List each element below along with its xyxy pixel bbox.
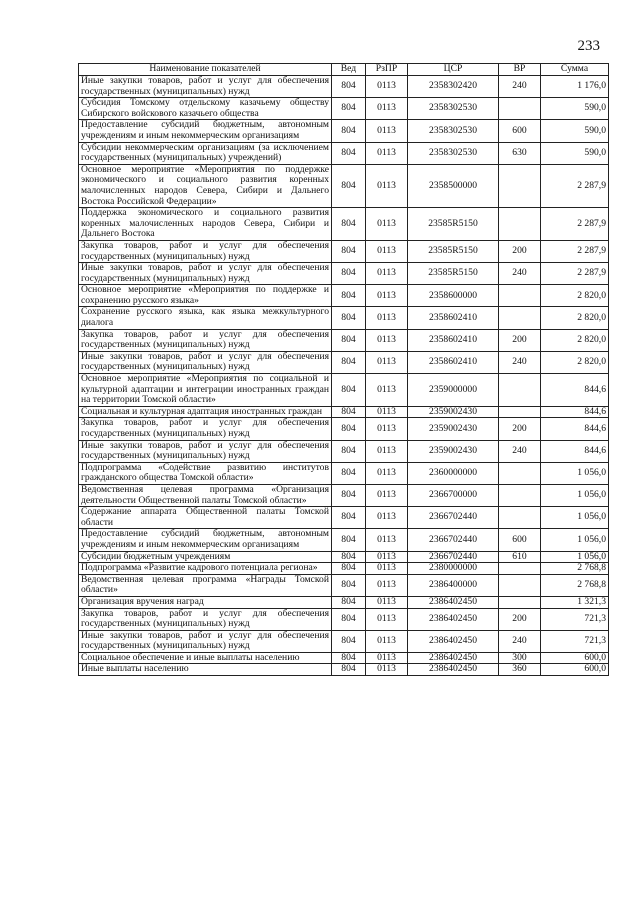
cell-ved: 804 (332, 652, 366, 664)
table-row (79, 563, 609, 575)
table-row (79, 652, 609, 664)
cell-ved: 804 (332, 406, 366, 418)
cell-csr: 2358302420 (408, 76, 499, 98)
cell-ved: 804 (332, 240, 366, 262)
cell-vr (499, 164, 541, 207)
cell-ved: 804 (332, 263, 366, 285)
cell-vr: 240 (499, 440, 541, 462)
cell-ved: 804 (332, 76, 366, 98)
cell-name: Предоставление субсидий бюджетным, автономным учреждениям и иным некоммерческим организациям (79, 529, 332, 551)
cell-sum: 1 056,0 (541, 551, 609, 563)
cell-vr: 200 (499, 608, 541, 630)
cell-vr (499, 98, 541, 120)
cell-vr (499, 507, 541, 529)
cell-name: Иные выплаты населению (79, 664, 332, 676)
cell-sum: 1 321,3 (541, 596, 609, 608)
cell-name: Субсидии бюджетным учреждениям (79, 551, 332, 563)
cell-rzpr: 0113 (366, 563, 408, 575)
cell-csr: 23585R5150 (408, 208, 499, 241)
cell-csr: 2386400000 (408, 574, 499, 596)
cell-ved: 804 (332, 120, 366, 142)
cell-csr: 2359002430 (408, 418, 499, 440)
table-row (79, 142, 609, 164)
page-number: 233 (577, 38, 600, 54)
cell-sum: 2 768,8 (541, 574, 609, 596)
cell-csr: 23585R5150 (408, 263, 499, 285)
cell-ved: 804 (332, 551, 366, 563)
cell-vr: 240 (499, 630, 541, 652)
cell-csr: 23585R5150 (408, 240, 499, 262)
cell-rzpr: 0113 (366, 164, 408, 207)
cell-name: Основное мероприятие «Мероприятия по поддержке и сохранению русского языка» (79, 285, 332, 307)
cell-sum: 2 287,9 (541, 164, 609, 207)
cell-sum: 590,0 (541, 142, 609, 164)
cell-ved: 804 (332, 285, 366, 307)
cell-csr: 2366702440 (408, 551, 499, 563)
cell-vr: 610 (499, 551, 541, 563)
header-vr: ВР (499, 64, 541, 76)
table-row (79, 240, 609, 262)
table-row (79, 440, 609, 462)
cell-sum: 2 287,9 (541, 263, 609, 285)
cell-csr: 2358602410 (408, 351, 499, 373)
cell-rzpr: 0113 (366, 240, 408, 262)
cell-sum: 590,0 (541, 98, 609, 120)
cell-ved: 804 (332, 664, 366, 676)
table-row (79, 462, 609, 484)
cell-ved: 804 (332, 418, 366, 440)
cell-csr: 2386402450 (408, 608, 499, 630)
cell-csr: 2386402450 (408, 664, 499, 676)
table-row (79, 98, 609, 120)
cell-sum: 2 287,9 (541, 240, 609, 262)
cell-name: Иные закупки товаров, работ и услуг для обеспечения государственных (муниципальных) нужд (79, 440, 332, 462)
cell-name: Закупка товаров, работ и услуг для обеспечения государственных (муниципальных) нужд (79, 608, 332, 630)
cell-ved: 804 (332, 164, 366, 207)
cell-sum: 590,0 (541, 120, 609, 142)
cell-rzpr: 0113 (366, 142, 408, 164)
header-sum: Сумма (541, 64, 609, 76)
cell-sum: 1 056,0 (541, 529, 609, 551)
cell-name: Поддержка экономического и социального развития коренных малочисленных народов Севера, Сибири и Дальнего Востока (79, 208, 332, 241)
cell-sum: 600,0 (541, 664, 609, 676)
cell-ved: 804 (332, 596, 366, 608)
cell-ved: 804 (332, 142, 366, 164)
cell-sum: 2 768,8 (541, 563, 609, 575)
cell-vr (499, 208, 541, 241)
table-row (79, 596, 609, 608)
cell-csr: 2359002430 (408, 440, 499, 462)
cell-csr: 2358602410 (408, 307, 499, 329)
cell-sum: 844,6 (541, 374, 609, 407)
cell-rzpr: 0113 (366, 630, 408, 652)
cell-sum: 2 820,0 (541, 307, 609, 329)
header-name: Наименование показателей (79, 64, 332, 76)
table-row (79, 285, 609, 307)
cell-csr: 2358302530 (408, 120, 499, 142)
cell-csr: 2386402450 (408, 596, 499, 608)
cell-rzpr: 0113 (366, 551, 408, 563)
table-row (79, 418, 609, 440)
cell-ved: 804 (332, 630, 366, 652)
cell-vr: 360 (499, 664, 541, 676)
cell-ved: 804 (332, 351, 366, 373)
table-row (79, 630, 609, 652)
cell-rzpr: 0113 (366, 664, 408, 676)
table-row (79, 551, 609, 563)
cell-name: Социальное обеспечение и иные выплаты населению (79, 652, 332, 664)
cell-name: Социальная и культурная адаптация иностранных граждан (79, 406, 332, 418)
table-row (79, 529, 609, 551)
cell-name: Субсидии некоммерческим организациям (за исключением государственных (муниципальных) учреждений) (79, 142, 332, 164)
cell-name: Основное мероприятие «Мероприятия по социальной и культурной адаптации и интеграции иностранных граждан на территории Томской области» (79, 374, 332, 407)
cell-rzpr: 0113 (366, 76, 408, 98)
cell-csr: 2366702440 (408, 529, 499, 551)
cell-csr: 2359000000 (408, 374, 499, 407)
cell-rzpr: 0113 (366, 529, 408, 551)
cell-ved: 804 (332, 507, 366, 529)
cell-csr: 2359002430 (408, 406, 499, 418)
cell-rzpr: 0113 (366, 351, 408, 373)
cell-csr: 2358302530 (408, 142, 499, 164)
cell-rzpr: 0113 (366, 263, 408, 285)
cell-vr (499, 563, 541, 575)
cell-name: Ведомственная целевая программа «Организация деятельности Общественной палаты Томской области» (79, 484, 332, 506)
cell-csr: 2358302530 (408, 98, 499, 120)
cell-csr: 2380000000 (408, 563, 499, 575)
header-ved: Вед (332, 64, 366, 76)
cell-vr: 240 (499, 351, 541, 373)
cell-name: Закупка товаров, работ и услуг для обеспечения государственных (муниципальных) нужд (79, 329, 332, 351)
table-row (79, 664, 609, 676)
table-row (79, 120, 609, 142)
cell-name: Субсидия Томскому отдельскому казачьему обществу Сибирского войскового казачьего общества (79, 98, 332, 120)
table-row (79, 608, 609, 630)
cell-rzpr: 0113 (366, 484, 408, 506)
cell-name: Предоставление субсидий бюджетным, автономным учреждениям и иным некоммерческим организациям (79, 120, 332, 142)
cell-name: Закупка товаров, работ и услуг для обеспечения государственных (муниципальных) нужд (79, 418, 332, 440)
cell-csr: 2366702440 (408, 507, 499, 529)
cell-sum: 1 056,0 (541, 484, 609, 506)
table-body (79, 76, 609, 676)
cell-rzpr: 0113 (366, 329, 408, 351)
cell-name: Иные закупки товаров, работ и услуг для обеспечения государственных (муниципальных) нужд (79, 630, 332, 652)
cell-rzpr: 0113 (366, 596, 408, 608)
cell-sum: 2 820,0 (541, 285, 609, 307)
cell-ved: 804 (332, 484, 366, 506)
cell-name: Ведомственная целевая программа «Награды Томской области» (79, 574, 332, 596)
cell-sum: 2 820,0 (541, 351, 609, 373)
cell-vr (499, 285, 541, 307)
cell-rzpr: 0113 (366, 462, 408, 484)
cell-rzpr: 0113 (366, 307, 408, 329)
cell-vr: 240 (499, 76, 541, 98)
table-row (79, 484, 609, 506)
cell-csr: 2366700000 (408, 484, 499, 506)
cell-vr: 300 (499, 652, 541, 664)
cell-rzpr: 0113 (366, 574, 408, 596)
cell-name: Организация вручения наград (79, 596, 332, 608)
table-row (79, 164, 609, 207)
cell-rzpr: 0113 (366, 440, 408, 462)
cell-vr: 240 (499, 263, 541, 285)
cell-name: Закупка товаров, работ и услуг для обеспечения государственных (муниципальных) нужд (79, 240, 332, 262)
cell-vr (499, 462, 541, 484)
cell-rzpr: 0113 (366, 507, 408, 529)
cell-csr: 2358602410 (408, 329, 499, 351)
cell-ved: 804 (332, 208, 366, 241)
cell-sum: 1 056,0 (541, 462, 609, 484)
cell-sum: 1 176,0 (541, 76, 609, 98)
cell-sum: 844,6 (541, 440, 609, 462)
budget-table (78, 63, 609, 676)
header-rzpr: РзПР (366, 64, 408, 76)
table-row (79, 507, 609, 529)
cell-csr: 2358500000 (408, 164, 499, 207)
table-row (79, 351, 609, 373)
cell-vr (499, 484, 541, 506)
cell-ved: 804 (332, 98, 366, 120)
cell-name: Подпрограмма «Развитие кадрового потенциала региона» (79, 563, 332, 575)
cell-rzpr: 0113 (366, 608, 408, 630)
table-row (79, 208, 609, 241)
table-row (79, 406, 609, 418)
table-row (79, 574, 609, 596)
cell-vr: 600 (499, 529, 541, 551)
cell-sum: 844,6 (541, 406, 609, 418)
table-row (79, 76, 609, 98)
table-row (79, 307, 609, 329)
cell-ved: 804 (332, 608, 366, 630)
cell-name: Содержание аппарата Общественной палаты Томской области (79, 507, 332, 529)
cell-rzpr: 0113 (366, 120, 408, 142)
cell-vr: 200 (499, 418, 541, 440)
cell-sum: 2 820,0 (541, 329, 609, 351)
cell-vr (499, 596, 541, 608)
cell-sum: 1 056,0 (541, 507, 609, 529)
cell-ved: 804 (332, 329, 366, 351)
cell-ved: 804 (332, 574, 366, 596)
cell-sum: 600,0 (541, 652, 609, 664)
cell-name: Иные закупки товаров, работ и услуг для обеспечения государственных (муниципальных) нужд (79, 351, 332, 373)
cell-ved: 804 (332, 307, 366, 329)
cell-csr: 2360000000 (408, 462, 499, 484)
cell-vr (499, 574, 541, 596)
cell-vr (499, 406, 541, 418)
table-row (79, 263, 609, 285)
cell-vr: 200 (499, 240, 541, 262)
cell-ved: 804 (332, 440, 366, 462)
cell-sum: 844,6 (541, 418, 609, 440)
cell-name: Иные закупки товаров, работ и услуг для обеспечения государственных (муниципальных) нужд (79, 76, 332, 98)
table-row (79, 329, 609, 351)
cell-name: Основное мероприятие «Мероприятия по поддержке экономического и социального развития коренных малочисленных народов Севера, Сибири и Дальнего Востока Российской Федерации» (79, 164, 332, 207)
table-row (79, 374, 609, 407)
cell-sum: 721,3 (541, 608, 609, 630)
cell-rzpr: 0113 (366, 208, 408, 241)
cell-ved: 804 (332, 563, 366, 575)
cell-rzpr: 0113 (366, 406, 408, 418)
cell-ved: 804 (332, 462, 366, 484)
cell-ved: 804 (332, 529, 366, 551)
cell-rzpr: 0113 (366, 652, 408, 664)
cell-vr: 630 (499, 142, 541, 164)
cell-rzpr: 0113 (366, 285, 408, 307)
cell-csr: 2386402450 (408, 652, 499, 664)
cell-vr (499, 374, 541, 407)
cell-name: Сохранение русского языка, как языка межкультурного диалога (79, 307, 332, 329)
cell-vr (499, 307, 541, 329)
cell-name: Подпрограмма «Содействие развитию институтов гражданского общества Томской области» (79, 462, 332, 484)
cell-vr: 200 (499, 329, 541, 351)
cell-csr: 2358600000 (408, 285, 499, 307)
cell-rzpr: 0113 (366, 418, 408, 440)
cell-sum: 721,3 (541, 630, 609, 652)
cell-rzpr: 0113 (366, 98, 408, 120)
cell-ved: 804 (332, 374, 366, 407)
table-header-row (79, 64, 609, 76)
header-csr: ЦСР (408, 64, 499, 76)
cell-csr: 2386402450 (408, 630, 499, 652)
cell-name: Иные закупки товаров, работ и услуг для обеспечения государственных (муниципальных) нужд (79, 263, 332, 285)
cell-sum: 2 287,9 (541, 208, 609, 241)
cell-rzpr: 0113 (366, 374, 408, 407)
cell-vr: 600 (499, 120, 541, 142)
